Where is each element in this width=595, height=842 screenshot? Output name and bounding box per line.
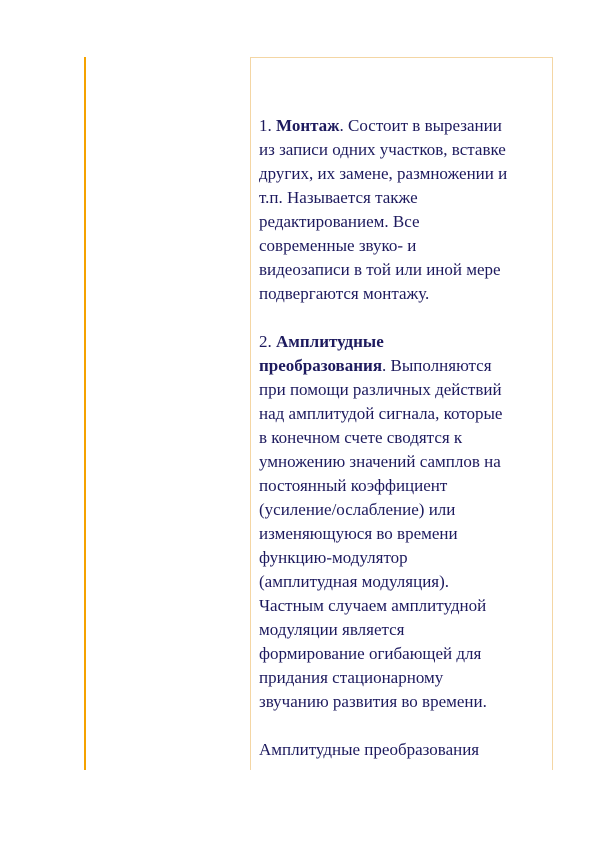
para1-line-8: подвергаются монтажу. xyxy=(259,284,430,303)
para2-line-4: над амплитудой сигнала, которые xyxy=(259,404,503,423)
para1-line1-rest: . Состоит в вырезании xyxy=(339,116,502,135)
para3-line-1: Амплитудные преобразования xyxy=(259,740,480,759)
para2-term-part1: Амплитудные xyxy=(276,332,384,351)
para2-line-11: (амплитудная модуляция). xyxy=(259,572,450,591)
para2-line-15: придания стационарному xyxy=(259,668,444,687)
para2-line-2 xyxy=(259,354,551,378)
para1-line-1 xyxy=(259,114,551,138)
para1-number: 1. xyxy=(259,116,276,135)
para2-line-13: модуляции является xyxy=(259,620,405,639)
para1-line-7: видеозаписи в той или иной мере xyxy=(259,260,501,279)
para2-line-6: умножению значений самплов на xyxy=(259,452,501,471)
para2-line-7: постоянный коэффициент xyxy=(259,476,448,495)
para2-line-9: изменяющуюся во времени xyxy=(259,524,458,543)
para2-term-part2: преобразования xyxy=(259,356,383,375)
para2-line-5: в конечном счете сводятся к xyxy=(259,428,463,447)
text-panel xyxy=(250,57,553,770)
left-margin-rule xyxy=(84,57,86,770)
para1-line-5: редактированием. Все xyxy=(259,212,420,231)
paragraph-gap xyxy=(259,306,551,330)
para1-line-4: т.п. Называется также xyxy=(259,188,418,207)
para2-line-8: (усиление/ослабление) или xyxy=(259,500,456,519)
para2-number: 2. xyxy=(259,332,276,351)
para1-line-6: современные звуко- и xyxy=(259,236,417,255)
para2-line-10: функцию-модулятор xyxy=(259,548,408,567)
para2-line-16: звучанию развития во времени. xyxy=(259,692,487,711)
para1-term: Монтаж xyxy=(276,116,340,135)
para2-line-1 xyxy=(259,330,551,354)
para2-line-12: Частным случаем амплитудной xyxy=(259,596,487,615)
para2-line-3: при помощи различных действий xyxy=(259,380,502,399)
text-body xyxy=(259,114,551,762)
para1-line-3: других, их замене, размножении и xyxy=(259,164,508,183)
para2-line-14: формирование огибающей для xyxy=(259,644,482,663)
para1-line-2: из записи одних участков, вставке xyxy=(259,140,506,159)
para2-line2-rest: . Выполняются xyxy=(382,356,492,375)
paragraph-gap xyxy=(259,714,551,738)
